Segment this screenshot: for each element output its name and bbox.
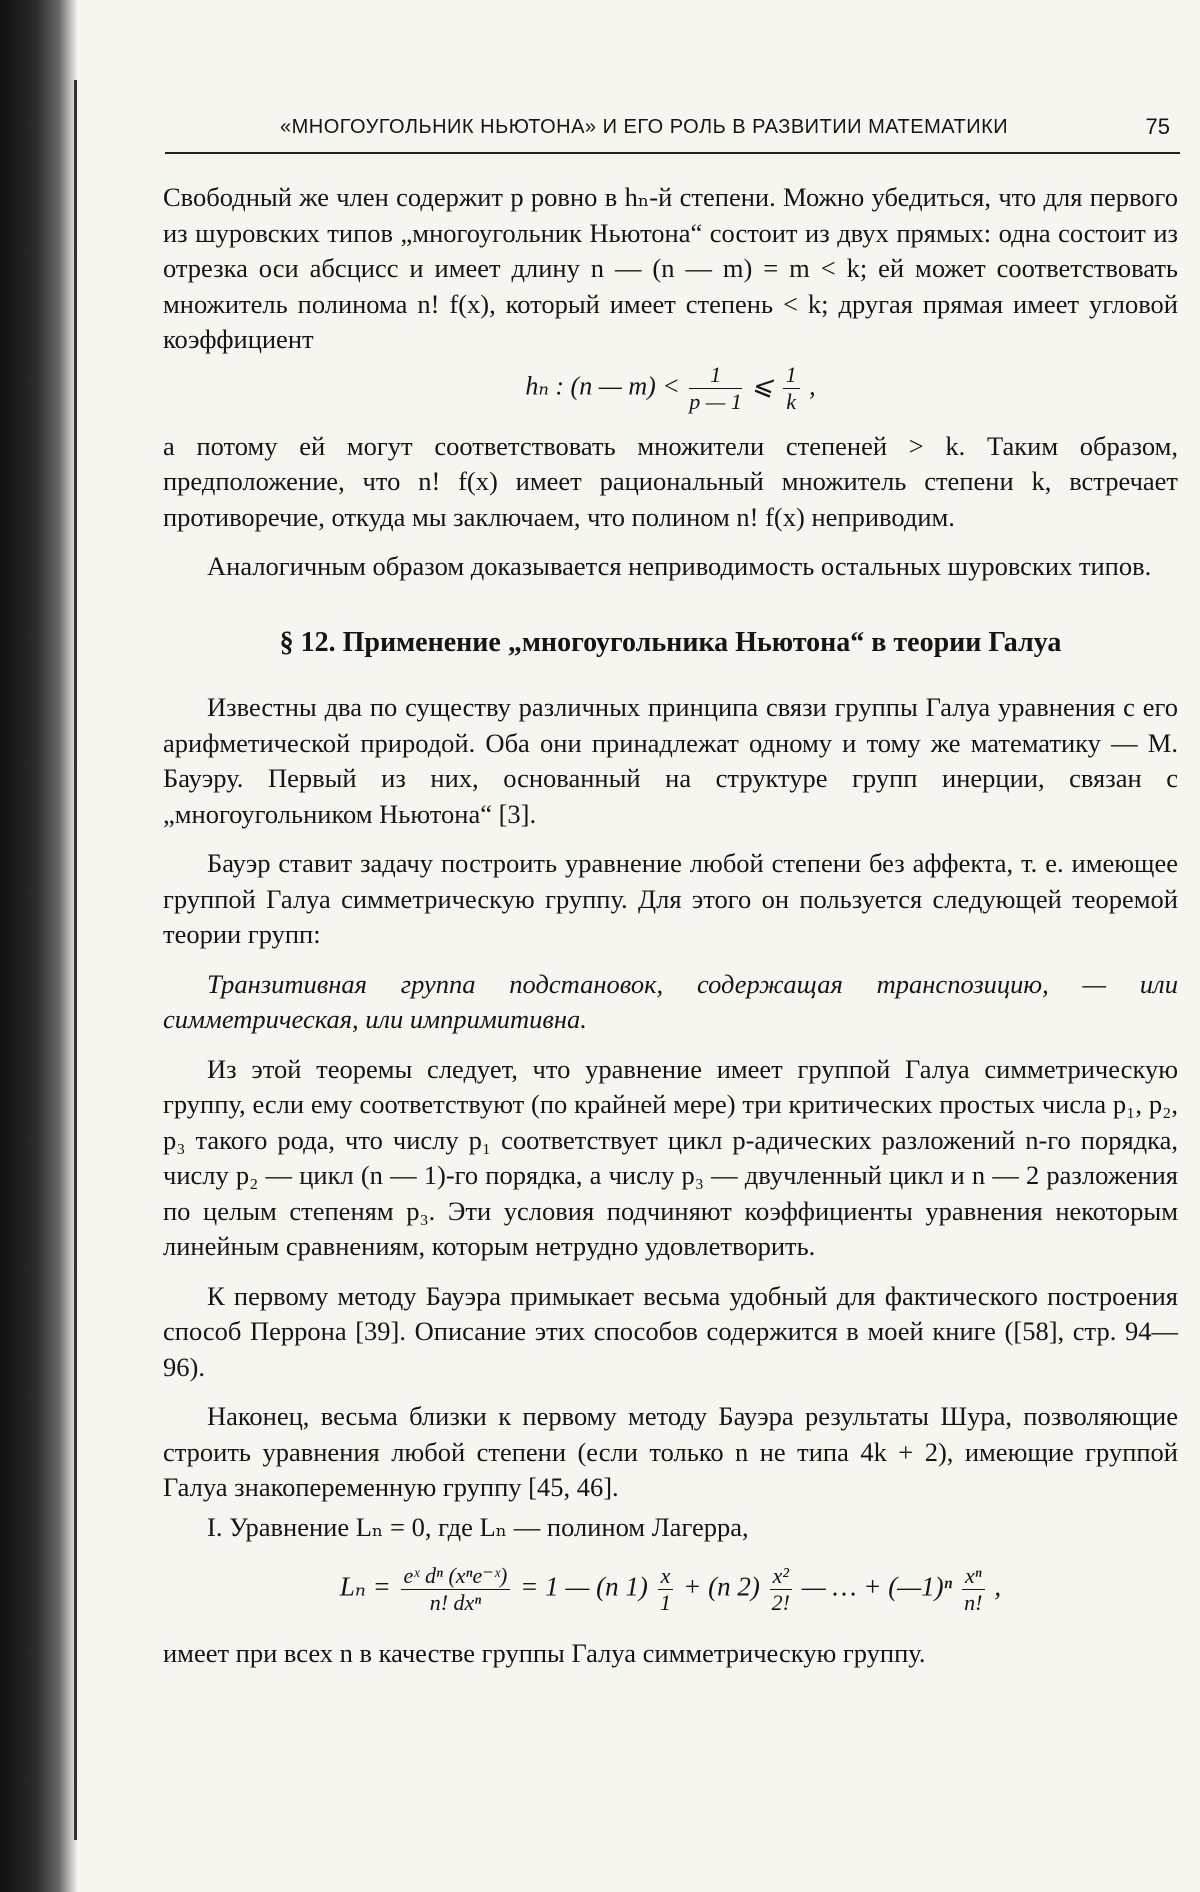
paragraph-8: Наконец, весьма близки к первому методу Бауэра результаты Шура, позволяющие строить уравнения любой степени (если только n не типа 4k + 2), имеющие группой Галуа знакопеременную группу [45, 46]. <box>163 1401 1178 1502</box>
fraction-denominator: k <box>786 388 797 414</box>
fraction-denominator: 1 <box>659 1590 671 1615</box>
fraction-one-over-k <box>783 362 800 415</box>
fraction-numerator: xⁿ <box>962 1563 985 1590</box>
paragraph-3: Аналогичным образом доказывается неприводимость остальных шуровских типов. <box>207 551 1152 581</box>
fraction-numerator: 1 <box>783 362 800 389</box>
fraction-numerator: x <box>658 1563 674 1590</box>
fraction-numerator: 1 <box>689 362 742 389</box>
formula-laguerre-tail: — … + (—1)ⁿ <box>801 1571 953 1602</box>
paragraph-5: Бауэр ставит задачу построить уравнение любой степени без аффекта, т. е. имеющее группой Галуа симметрическую группу. Для этого он пользуется следующей теоремой теории групп: <box>163 848 1178 949</box>
fraction-denominator: 2! <box>771 1590 790 1615</box>
book-binding-edge <box>0 0 78 1892</box>
formula-laguerre-lhs: Lₙ = <box>339 1571 391 1602</box>
fraction-x-over-1 <box>658 1563 674 1616</box>
formula-laguerre-mid: = 1 — (n 1) <box>520 1571 648 1602</box>
formula-slope <box>163 362 1178 415</box>
paragraph-9: I. Уравнение Lₙ = 0, где Lₙ — полином Лагерра, <box>207 1511 749 1542</box>
formula-laguerre <box>163 1563 1178 1616</box>
formula-laguerre-plus: + (n 2) <box>683 1571 760 1602</box>
page-body <box>163 180 1178 1686</box>
formula-relation: ⩽ <box>751 370 774 400</box>
fraction-numerator: x² <box>770 1563 792 1590</box>
paragraph-7: К первому методу Бауэра примыкает весьма удобный для фактического построения способ Перрона [39]. Описание этих способов содержится в моей книге ([58], стр. 94—96). <box>163 1280 1178 1382</box>
binding-shadow-line <box>74 80 77 1840</box>
fraction-denominator: n! <box>964 1590 983 1615</box>
fraction-one-over-p-minus-1 <box>689 362 742 415</box>
paragraph-4: Известны два по существу различных принципа связи группы Галуа уравнения с его арифметической природой. Оба они принадлежат одному и тому же математику — М. Бауэру. Первый из них, основанный на структуре групп инерции, связан с „многоугольником Ньютона“ [3]. <box>163 692 1178 829</box>
fraction-x2-over-2fact <box>770 1563 792 1616</box>
running-header <box>165 112 1180 154</box>
paragraph-10: имеет при всех n в качестве группы Галуа симметрическую группу. <box>163 1638 926 1668</box>
running-title: «МНОГОУГОЛЬНИК НЬЮТОНА» И ЕГО РОЛЬ В РАЗВИТИИ МАТЕМАТИКИ <box>280 116 1009 138</box>
formula-tail: , <box>809 370 816 400</box>
fraction-denominator: p — 1 <box>689 388 742 414</box>
paragraph-2: а потому ей могут соответствовать множители степеней > k. Таким образом, предположение, что n! f(x) имеет рациональный множитель степени k, встречает противоречие, откуда мы заключаем, что полином n! f(x) неприводим. <box>163 430 1178 532</box>
fraction-rodrigues <box>401 1563 511 1616</box>
section-heading: § 12. Применение „многоугольника Ньютона“ в теории Галуа <box>279 626 1062 658</box>
fraction-xn-over-nfact <box>962 1563 985 1616</box>
theorem-statement: Транзитивная группа подстановок, содержащая транспозицию, — или симметрическая, или импримитивна. <box>163 968 1178 1034</box>
fraction-denominator: n! dxⁿ <box>429 1590 482 1615</box>
fraction-numerator: eˣ dⁿ (xⁿe⁻ˣ) <box>401 1563 511 1590</box>
formula-slope-left: hₙ : (n — m) < <box>525 370 680 400</box>
paragraph-6: Из этой теоремы следует, что уравнение имеет группой Галуа симметрическую группу, если ему соответствуют (по крайней мере) три критических простых числа p₁, p₂, p₃ такого рода, что числу p₁ соответствует цикл p-адических разложений n-го порядка, числу p₂ — цикл (n — 1)-го порядка, а числу p₃ — двучленный цикл и n — 2 разложения по целым степеням p₃. Эти условия подчиняют коэффициенты уравнения некоторым линейным сравнениям, которым нетрудно удовлетворить. <box>163 1053 1178 1261</box>
formula-laguerre-end: , <box>994 1571 1002 1602</box>
page-number: 75 <box>1145 114 1170 139</box>
paragraph-1: Свободный же член содержит p ровно в hₙ-й степени. Можно убедиться, что для первого из шуровских типов „многоугольник Ньютона“ состоит из двух прямых: одна состоит из отрезка оси абсцисс и имеет длину n — (n — m) = m < k; ей может соответствовать множитель полинома n! f(x), который имеет степень < k; другая прямая имеет угловой коэффициент <box>163 182 1178 354</box>
